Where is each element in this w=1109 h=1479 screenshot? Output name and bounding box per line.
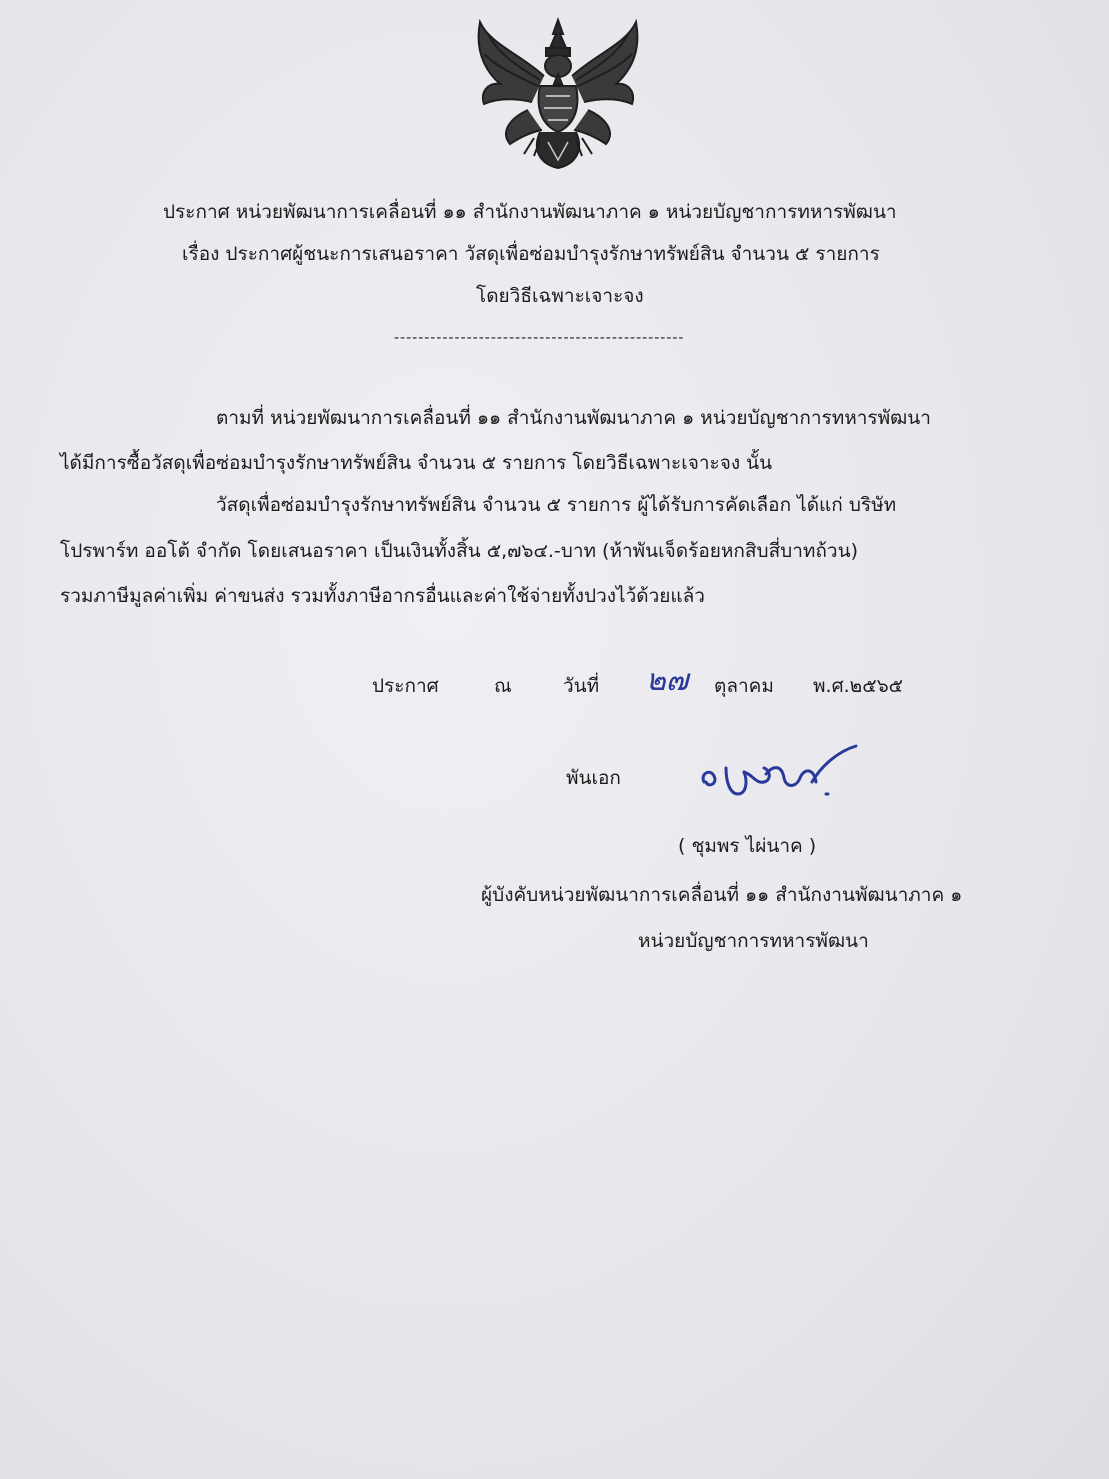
handwritten-signature — [696, 738, 866, 810]
signatory-position-line-1: ผู้บังคับหน่วยพัฒนาการเคลื่อนที่ ๑๑ สำนักงานพัฒนาภาค ๑ — [481, 884, 963, 906]
paragraph-2-line-2: โปรพาร์ท ออโต้ จำกัด โดยเสนอราคา เป็นเงินทั้งสิ้น ๕,๗๖๔.-บาท (ห้าพันเจ็ดร้อยหกสิบสี่บาทถ้วน) — [60, 540, 858, 562]
signatory-position-line-2: หน่วยบัญชาการทหารพัฒนา — [638, 930, 869, 952]
date-day-handwritten: ๒๗ — [646, 663, 689, 698]
date-year: พ.ศ.๒๕๖๕ — [813, 675, 904, 697]
paragraph-2-line-1: วัสดุเพื่อซ่อมบำรุงรักษาทรัพย์สิน จำนวน ๕ รายการ ผู้ได้รับการคัดเลือก ได้แก่ บริษัท — [216, 494, 897, 516]
signatory-name: ( ชุมพร ไผ่นาค ) — [678, 835, 817, 857]
paragraph-2-line-3: รวมภาษีมูลค่าเพิ่ม ค่าขนส่ง รวมทั้งภาษีอากรอื่นและค่าใช้จ่ายทั้งปวงไว้ด้วยแล้ว — [60, 585, 705, 607]
announcement-title: ประกาศ หน่วยพัฒนาการเคลื่อนที่ ๑๑ สำนักงานพัฒนาภาค ๑ หน่วยบัญชาการทหารพัฒนา — [163, 201, 897, 223]
paragraph-1-line-1: ตามที่ หน่วยพัฒนาการเคลื่อนที่ ๑๑ สำนักงานพัฒนาภาค ๑ หน่วยบัญชาการทหารพัฒนา — [216, 407, 931, 429]
signatory-rank: พันเอก — [566, 767, 621, 789]
paragraph-1-line-2: ได้มีการซื้อวัสดุเพื่อซ่อมบำรุงรักษาทรัพย์สิน จำนวน ๕ รายการ โดยวิธีเฉพาะเจาะจง นั้น — [60, 452, 773, 474]
announcement-method: โดยวิธีเฉพาะเจาะจง — [476, 285, 644, 307]
date-month: ตุลาคม — [714, 675, 774, 697]
garuda-emblem-icon — [470, 14, 646, 172]
date-label: ประกาศ — [372, 675, 439, 697]
date-at: ณ — [494, 675, 512, 697]
announcement-subject: เรื่อง ประกาศผู้ชนะการเสนอราคา วัสดุเพื่อซ่อมบำรุงรักษาทรัพย์สิน จำนวน ๕ รายการ — [182, 243, 880, 265]
date-day-label: วันที่ — [563, 675, 600, 697]
header-divider: ------------------------------------------------ — [394, 330, 685, 346]
